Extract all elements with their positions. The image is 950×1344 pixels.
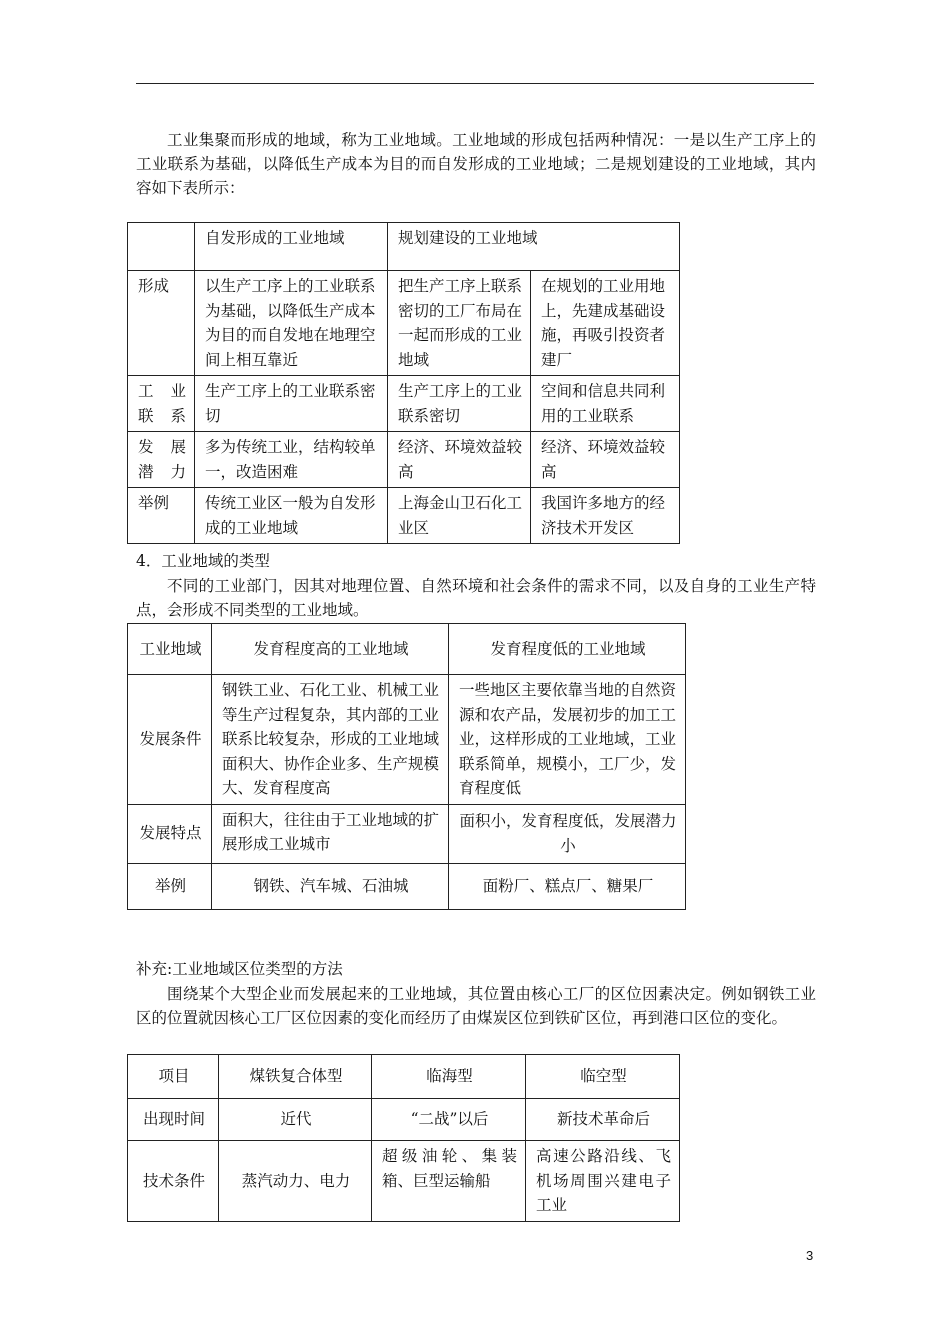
table-row-label: 发 展潜力 [128, 432, 195, 488]
table-row [128, 488, 680, 544]
table-cell: 高速公路沿线、飞机场周围兴建电子工业 [526, 1141, 680, 1222]
table-header-cell: 规划建设的工业地域 [388, 223, 680, 271]
table-row-label: 工 业联系 [128, 376, 195, 432]
table-cell: 新技术革命后 [526, 1099, 680, 1141]
table-cell: 面粉厂、糕点厂、糖果厂 [449, 863, 686, 909]
supplement-heading: 补充:工业地域区位类型的方法 [136, 960, 343, 978]
table-cell: 上海金山卫石化工业区 [388, 488, 531, 544]
table-row [128, 1141, 680, 1222]
table-industrial-region-formation [127, 222, 680, 544]
table-header-cell: 临海型 [372, 1055, 526, 1099]
table-header-cell: 临空型 [526, 1055, 680, 1099]
table-row [128, 863, 686, 909]
table-header-cell: 工业地域 [128, 624, 212, 675]
table-row-label: 出现时间 [128, 1099, 219, 1141]
table-cell: 近代 [219, 1099, 372, 1141]
table-row-label: 举例 [128, 863, 212, 909]
table-cell: 蒸汽动力、电力 [219, 1141, 372, 1222]
table-row-label: 举例 [128, 488, 195, 544]
header-rule [136, 83, 814, 84]
table-row [128, 376, 680, 432]
table-cell: 以生产工序上的工业联系为基础，以降低生产成本为目的而自发地在地理空间上相互靠近 [195, 271, 388, 376]
table-row [128, 624, 686, 675]
table-cell: 面积小，发育程度低，发展潜力小 [449, 804, 686, 863]
table-header-cell: 自发形成的工业地域 [195, 223, 388, 271]
table-row [128, 271, 680, 376]
table-row-label: 发展条件 [128, 675, 212, 805]
table-row-label: 技术条件 [128, 1141, 219, 1222]
table-cell: 超级油轮、集装箱、巨型运输船 [372, 1141, 526, 1222]
table-cell: 我国许多地方的经济技术开发区 [531, 488, 680, 544]
table-cell: 多为传统工业，结构较单一，改造困难 [195, 432, 388, 488]
table-row [128, 1055, 680, 1099]
table-cell: “二战”以后 [372, 1099, 526, 1141]
intro-paragraph: 工业集聚而形成的地域，称为工业地域。工业地域的形成包括两种情况：一是以生产工序上的工业联系为基础，以降低生产成本为目的而自发形成的工业地域；二是规划建设的工业地域，其内容如下表所示： [136, 131, 816, 197]
table-row-label: 形成 [128, 271, 195, 376]
table-header-cell: 发育程度高的工业地域 [212, 624, 449, 675]
section-heading: 4．工业地域的类型 [136, 552, 270, 570]
table-row [128, 432, 680, 488]
table-cell: 钢铁工业、石化工业、机械工业等生产过程复杂，其内部的工业联系比较复杂，形成的工业地域面积大、协作企业多、生产规模大、发育程度高 [212, 675, 449, 805]
table-cell: 钢铁、汽车城、石油城 [212, 863, 449, 909]
table-row [128, 1099, 680, 1141]
table-cell: 面积大，往往由于工业地域的扩展形成工业城市 [212, 804, 449, 863]
table-cell: 传统工业区一般为自发形成的工业地域 [195, 488, 388, 544]
table-header-cell: 发育程度低的工业地域 [449, 624, 686, 675]
table-row-label: 发展特点 [128, 804, 212, 863]
table-cell: 生产工序上的工业联系密切 [388, 376, 531, 432]
table-cell: 一些地区主要依靠当地的自然资源和农产品，发展初步的加工工业，这样形成的工业地域，工业联系简单，规模小，工厂少，发育程度低 [449, 675, 686, 805]
table-header-cell: 项目 [128, 1055, 219, 1099]
supplement-paragraph: 围绕某个大型企业而发展起来的工业地域，其位置由核心工厂的区位因素决定。例如钢铁工业区的位置就因核心工厂区位因素的变化而经历了由煤炭区位到铁矿区位，再到港口区位的变化。 [136, 985, 816, 1027]
table-cell: 把生产工序上联系密切的工厂布局在一起而形成的工业地域 [388, 271, 531, 376]
table-cell: 空间和信息共同利用的工业联系 [531, 376, 680, 432]
table-cell: 生产工序上的工业联系密切 [195, 376, 388, 432]
table-row [128, 804, 686, 863]
table-industrial-region-types [127, 623, 686, 910]
table-cell [128, 223, 195, 271]
table-cell: 经济、环境效益较高 [388, 432, 531, 488]
table-header-cell: 煤铁复合体型 [219, 1055, 372, 1099]
page-number: 3 [806, 1248, 814, 1263]
table-cell: 在规划的工业用地上，先建成基础设施，再吸引投资者建厂 [531, 271, 680, 376]
table-steel-region-location [127, 1054, 680, 1222]
section-paragraph: 不同的工业部门，因其对地理位置、自然环境和社会条件的需求不同，以及自身的工业生产特点，会形成不同类型的工业地域。 [136, 577, 816, 619]
table-cell: 经济、环境效益较高 [531, 432, 680, 488]
table-row [128, 223, 680, 271]
table-row [128, 675, 686, 805]
